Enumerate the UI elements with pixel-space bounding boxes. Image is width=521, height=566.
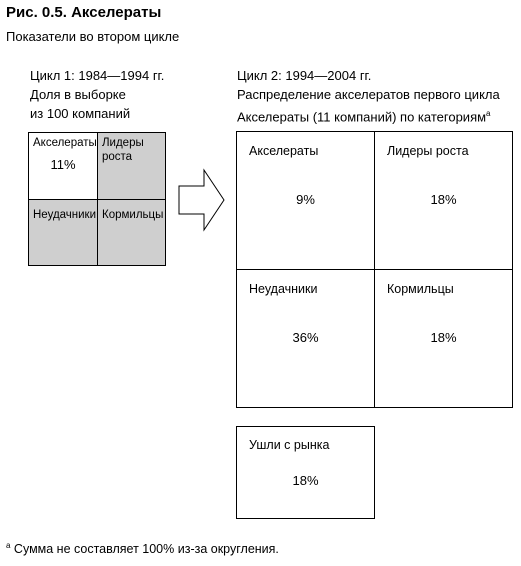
cycle2-leaders-value: 18% [430, 192, 457, 207]
right-arrow-icon [178, 168, 226, 232]
footnote-text: Сумма не составляет 100% из-за округления. [10, 542, 279, 557]
cycle2-accelerators-label: Акселераты [249, 144, 319, 158]
cycle1-accelerators-label: Акселераты [33, 137, 97, 149]
cycle2-losers-value: 36% [292, 330, 319, 345]
cycle2-exited-value: 18% [292, 473, 319, 488]
cycle2-feeders-label: Кормильцы [387, 282, 454, 296]
cycle1-leaders-label: Лидеры роста [102, 137, 144, 163]
cycle2-cell-losers [237, 270, 375, 407]
cycle1-cell-losers [29, 200, 98, 265]
cycle2-heading [237, 66, 500, 126]
cycle1-heading [30, 66, 164, 123]
cycle2-line3-footnote-mark: a [486, 109, 491, 118]
cycle1-accelerators-value: 11% [50, 157, 76, 172]
cycle1-cell-accelerators [29, 133, 98, 200]
cycle2-cell-accelerators [237, 132, 375, 270]
cycle2-cell-feeders [375, 270, 512, 407]
cycle2-line3-text: Акселераты (11 компаний) по категориям [237, 109, 487, 125]
cycle2-line2: Распределение акселератов первого цикла [237, 87, 500, 102]
cycle2-leaders-label: Лидеры роста [387, 144, 469, 158]
cycle1-cell-feeders [98, 200, 165, 265]
cycle1-line1: Цикл 1: 1984—1994 гг. [30, 68, 165, 83]
cycle2-line3 [237, 104, 500, 126]
cycle1-feeders-label: Кормильцы [102, 209, 164, 221]
footnote [6, 541, 279, 556]
cycle2-line1: Цикл 2: 1994—2004 гг. [237, 68, 372, 83]
cycle1-losers-label: Неудачники [33, 209, 97, 221]
cycle1-matrix [28, 132, 166, 266]
cycle2-matrix [236, 131, 513, 408]
cycle2-cell-leaders [375, 132, 512, 270]
cycle2-losers-label: Неудачники [249, 282, 318, 296]
figure-subtitle: Показатели во втором цикле [6, 29, 180, 44]
cycle2-feeders-value: 18% [430, 330, 457, 345]
cycle2-accelerators-value: 9% [296, 192, 315, 207]
cycle2-exited-label: Ушли с рынка [249, 438, 330, 452]
figure-title: Рис. 0.5. Акселераты [6, 4, 162, 21]
footnote-mark: a [6, 541, 11, 550]
cycle1-cell-leaders [98, 133, 165, 200]
cycle1-line3: из 100 компаний [30, 106, 131, 121]
cycle2-cell-exited [236, 426, 375, 519]
cycle1-line2: Доля в выборке [30, 87, 126, 102]
